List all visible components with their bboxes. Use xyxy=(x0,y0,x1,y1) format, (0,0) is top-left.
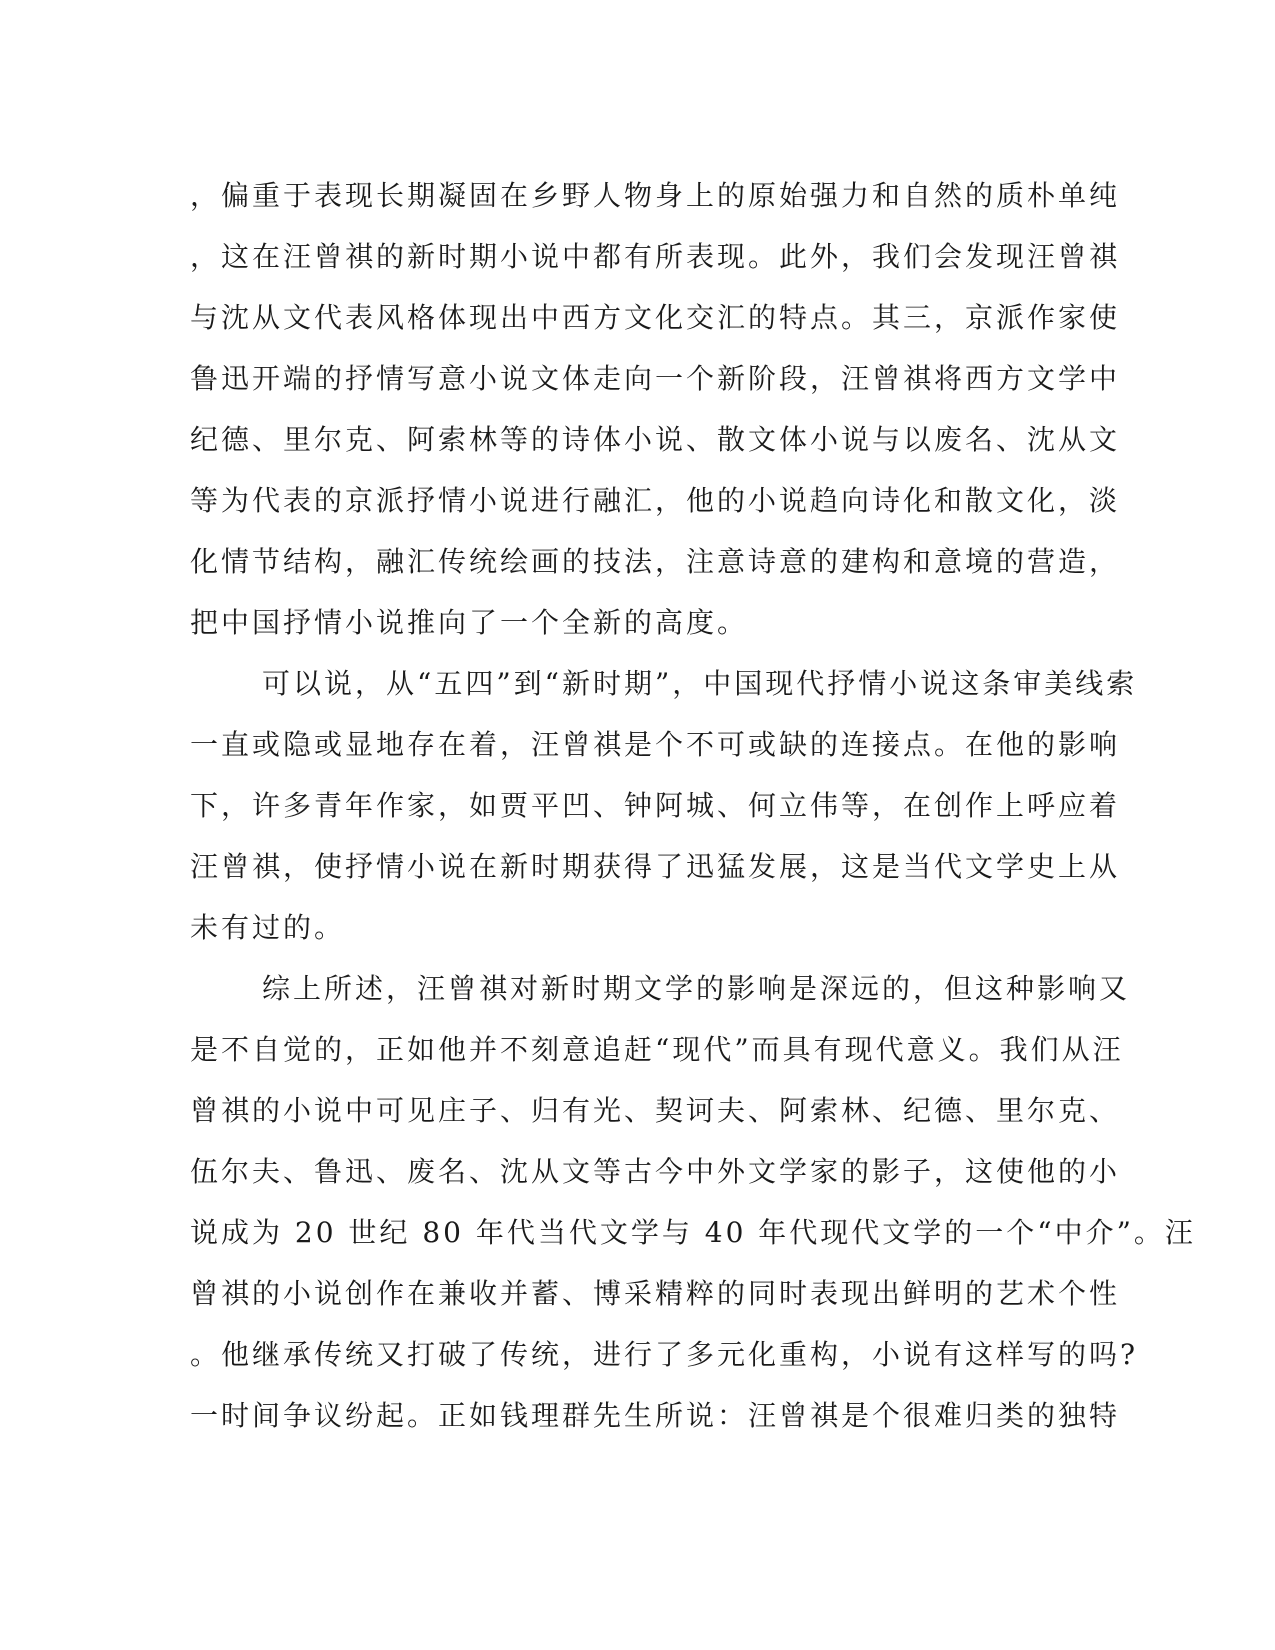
text-line: 未有过的。 xyxy=(190,911,346,944)
text-line: 一直或隐或显地存在着，汪曾祺是个不可或缺的连接点。在他的影响 xyxy=(190,728,1121,761)
body-text xyxy=(190,165,1196,1446)
text-line: 纪德、里尔克、阿索林等的诗体小说、散文体小说与以废名、沈从文 xyxy=(190,423,1121,456)
text-line: 鲁迅开端的抒情写意小说文体走向一个新阶段，汪曾祺将西方文学中 xyxy=(190,362,1121,395)
text-line: 说成为 20 世纪 80 年代当代文学与 40 年代现代文学的一个“中介”。汪 xyxy=(190,1216,1196,1249)
text-line: 曾祺的小说中可见庄子、归有光、契诃夫、阿索林、纪德、里尔克、 xyxy=(190,1094,1121,1127)
text-line: 与沈从文代表风格体现出中西方文化交汇的特点。其三，京派作家使 xyxy=(190,301,1121,334)
text-line: ，偏重于表现长期凝固在乡野人物身上的原始强力和自然的质朴单纯 xyxy=(190,179,1121,212)
text-line: 。他继承传统又打破了传统，进行了多元化重构，小说有这样写的吗? xyxy=(190,1338,1139,1371)
text-line: 下，许多青年作家，如贾平凹、钟阿城、何立伟等，在创作上呼应着 xyxy=(190,789,1121,822)
text-line: 把中国抒情小说推向了一个全新的高度。 xyxy=(190,606,749,639)
text-line: ，这在汪曾祺的新时期小说中都有所表现。此外，我们会发现汪曾祺 xyxy=(190,240,1121,273)
text-line: 伍尔夫、鲁迅、废名、沈从文等古今中外文学家的影子，这使他的小 xyxy=(190,1155,1121,1188)
paragraph-first-line: 综上所述，汪曾祺对新时期文学的影响是深远的，但这种影响又 xyxy=(262,972,1131,1005)
text-line: 曾祺的小说创作在兼收并蓄、博采精粹的同时表现出鲜明的艺术个性 xyxy=(190,1277,1121,1310)
text-line: 等为代表的京派抒情小说进行融汇，他的小说趋向诗化和散文化，淡 xyxy=(190,484,1121,517)
text-line: 一时间争议纷起。正如钱理群先生所说：汪曾祺是个很难归类的独特 xyxy=(190,1399,1121,1432)
text-line: 汪曾祺，使抒情小说在新时期获得了迅猛发展，这是当代文学史上从 xyxy=(190,850,1121,883)
text-line: 化情节结构，融汇传统绘画的技法，注意诗意的建构和意境的营造， xyxy=(190,545,1121,578)
paragraph-first-line: 可以说，从“五四”到“新时期”，中国现代抒情小说这条审美线索 xyxy=(262,667,1138,700)
text-line: 是不自觉的，正如他并不刻意追赶“现代”而具有现代意义。我们从汪 xyxy=(190,1033,1124,1066)
